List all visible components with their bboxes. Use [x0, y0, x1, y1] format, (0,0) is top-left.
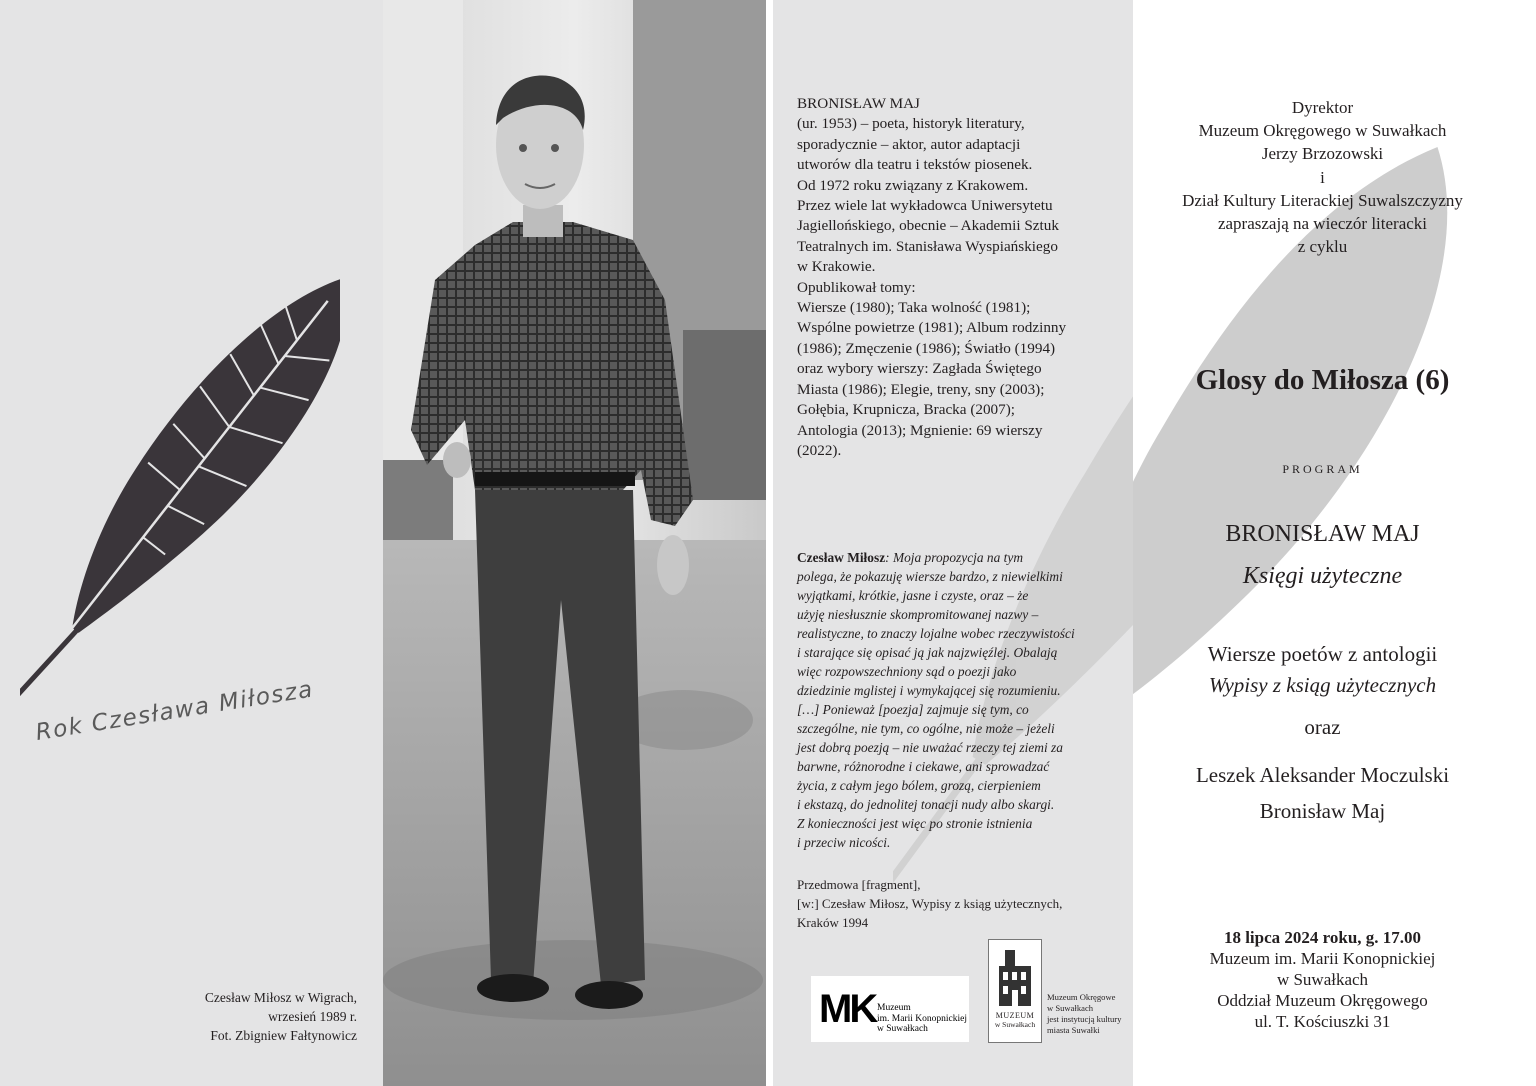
conjunction: oraz — [1304, 715, 1341, 739]
museum-info-line: w Suwałkach — [1047, 1003, 1094, 1013]
place-line: w Suwałkach — [1276, 970, 1369, 989]
mk-logo-text — [877, 1003, 967, 1035]
invite-line: Muzeum Okręgowego w Suwałkach — [1198, 121, 1447, 141]
invite-line: z cyklu — [1297, 237, 1348, 257]
quote-line: Z konieczności jest więc po stronie istnienia — [797, 816, 1033, 831]
bio-line: oraz wybory wierszy: Zagłada Świętego — [797, 360, 1042, 378]
anthology-title: Wypisy z ksiąg użytecznych — [1208, 673, 1437, 697]
event-details — [1133, 927, 1512, 1032]
source-line: [w:] Czesław Miłosz, Wypisy z ksiąg użytecznych, — [797, 896, 1063, 911]
milosz-quote — [797, 548, 1127, 852]
quote-source — [797, 875, 1127, 932]
museum-info-line: jest instytucją kultury — [1047, 1014, 1122, 1024]
bio-line: sporadycznie – aktor, autor adaptacji — [797, 135, 1021, 153]
bio-line: (2022). — [797, 441, 842, 459]
mk-logo-line: Muzeum — [877, 1003, 911, 1013]
cover-panel — [0, 0, 383, 1086]
bio-line: BRONISŁAW MAJ — [797, 95, 920, 112]
place-line: Muzeum im. Marii Konopnickiej — [1209, 949, 1436, 968]
quote-line: i starające się opisać ją jak najzwięźlej. Obalają — [797, 645, 1058, 660]
caption-line: wrzesień 1989 r. — [268, 1009, 357, 1024]
source-line: Przedmowa [fragment], — [797, 877, 921, 892]
place-line: ul. T. Kościuszki 31 — [1254, 1012, 1391, 1031]
quote-line: szczególne, nie tym, co ogólne, nie może – jeżeli — [797, 721, 1055, 736]
invite-line: Dział Kultury Literackiej Suwalszczyzny — [1182, 190, 1463, 210]
quote-text: : Moja propozycja na tym — [885, 550, 1023, 565]
museum-logo-sub: w Suwałkach — [994, 1020, 1036, 1029]
author-name: BRONISŁAW MAJ — [1225, 521, 1420, 547]
bio-line: Przez wiele lat wykładowca Uniwersytetu — [797, 197, 1053, 215]
bio-line: Miasta (1986); Elegie, treny, sny (2003); — [797, 380, 1045, 398]
bio-line: Teatralnych im. Stanisława Wyspiańskiego — [797, 237, 1058, 255]
museum-logo-title: MUZEUM — [995, 1011, 1035, 1020]
mk-logo-line: im. Marii Konopnickiej — [877, 1013, 967, 1024]
museum-okregowe-logo — [988, 939, 1042, 1043]
author-bio — [797, 94, 1117, 461]
quote-line: […] Ponieważ [poezja] zajmuje się tym, co — [797, 702, 1029, 717]
quote-line: dziedzinie mglistej i wymykającej się rozumieniu. — [797, 683, 1061, 698]
quote-line: i ekstazą, do jednolitej tonacji nudy albo skargi. — [797, 797, 1055, 812]
invitation-text — [1133, 96, 1512, 258]
performers — [1133, 757, 1512, 829]
poems-line: Wiersze poetów z antologii — [1207, 642, 1438, 666]
poems-description — [1133, 639, 1512, 701]
photo-panel — [383, 0, 766, 1086]
quote-line: realistyczne, to znaczy lojalne wobec rzeczywistości — [797, 626, 1075, 641]
quote-line: życia, z całym jego bólem, grozą, cierpieniem — [797, 778, 1041, 793]
book-title: Księgi użyteczne — [1242, 563, 1403, 589]
fold-gap — [766, 0, 773, 1086]
place-line: Oddział Muzeum Okręgowego — [1217, 991, 1428, 1010]
portrait-photo — [383, 0, 766, 1086]
bio-line: (ur. 1953) – poeta, historyk literatury, — [797, 115, 1025, 133]
bio-line: utworów dla teatru i tekstów piosenek. — [797, 156, 1033, 174]
quote-line: barwne, różnorodne i ciekawe, ani sprowadzać — [797, 759, 1050, 774]
performer-name: Bronisław Maj — [1259, 799, 1386, 823]
invite-line: Jerzy Brzozowski — [1261, 144, 1384, 164]
invite-line: i — [1320, 167, 1325, 187]
quote-line: jest dobrą poezją – nie uważać rzeczy tej ziemi za — [797, 740, 1063, 755]
performer-name: Leszek Aleksander Moczulski — [1195, 763, 1450, 787]
museum-info-line: Muzeum Okręgowe — [1047, 992, 1116, 1002]
quote-line: więc rozpowszechniony sąd o poezji jako — [797, 664, 1017, 679]
museum-building-icon — [995, 946, 1035, 1008]
mk-logo-line: w Suwałkach — [877, 1024, 928, 1034]
bio-line: Opublikował tomy: — [797, 278, 916, 296]
photo-caption — [205, 988, 357, 1045]
program-panel — [1133, 0, 1536, 1086]
rok-milosza-logotype: Rok Czesława Miłosza — [33, 676, 316, 746]
caption-line: Czesław Miłosz w Wigrach, — [204, 990, 357, 1005]
mk-mark: MK — [819, 987, 876, 1031]
quote-line: i przeciw nicości. — [797, 835, 891, 850]
invite-line: Dyrektor — [1291, 98, 1354, 117]
bio-line: w Krakowie. — [797, 258, 876, 276]
bio-line: (1986); Zmęczenie (1986); Światło (1994) — [797, 339, 1056, 357]
invite-line: zapraszają na wieczór literacki — [1217, 214, 1428, 234]
bio-line: Wiersze (1980); Taka wolność (1981); — [797, 299, 1031, 317]
quote-author: Czesław Miłosz — [797, 550, 886, 565]
program-label: PROGRAM — [1282, 462, 1363, 476]
quote-line: polega, że pokazuję wiersze bardzo, z niewielkimi — [797, 569, 1063, 584]
bio-line: Od 1972 roku związany z Krakowem. — [797, 176, 1029, 194]
quote-line: wyjątkami, krótkie, jasne i czyste, oraz – że — [797, 588, 1029, 603]
bio-line: Jagiellońskiego, obecnie – Akademii Sztuk — [797, 217, 1059, 235]
bio-line: Antologia (2013); Mgnienie: 69 wierszy — [797, 421, 1043, 439]
quote-line — [797, 548, 1127, 567]
bio-line: Wspólne powietrze (1981); Album rodzinny — [797, 319, 1067, 337]
event-title: Glosy do Miłosza (6) — [1195, 364, 1450, 396]
mk-museum-logo — [811, 976, 969, 1042]
source-line: Kraków 1994 — [797, 915, 869, 930]
museum-info — [1047, 992, 1121, 1036]
quote-line: użyję niesłusznie skompromitowanej nazwy – — [797, 607, 1039, 622]
event-date: 18 lipca 2024 roku, g. 17.00 — [1223, 928, 1422, 947]
caption-line: Fot. Zbigniew Fałtynowicz — [210, 1028, 357, 1043]
museum-info-line: miasta Suwałki — [1047, 1025, 1100, 1035]
bio-panel — [773, 0, 1133, 1086]
bio-line: Gołębia, Krupnicza, Bracka (2007); — [797, 401, 1016, 419]
